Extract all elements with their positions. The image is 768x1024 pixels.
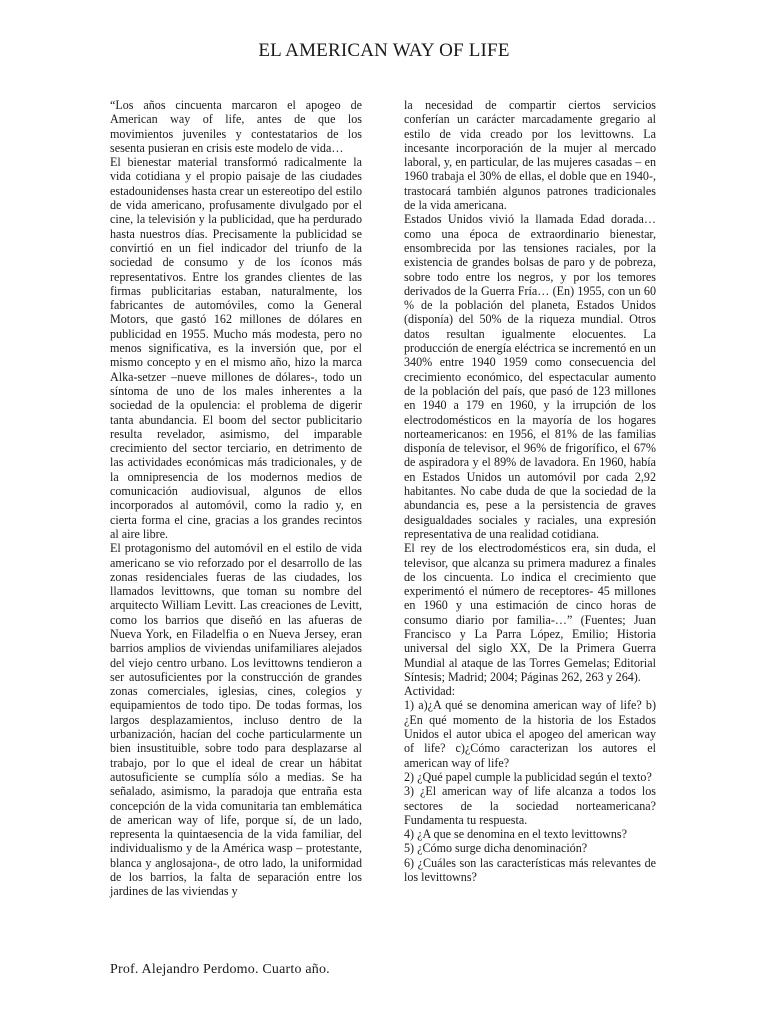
activity-question: 6) ¿Cuáles son las características más relevantes de los levittowns? [404, 855, 656, 885]
activity-question: 4) ¿A que se denomina en el texto levittowns? [404, 827, 628, 842]
paragraph: El bienestar material transformó radicalmente la vida cotidiana y el propio paisaje de las ciudades estadounidenses hasta crear un estereotipo del estilo de vida americano, profusamente divulgado por el cine, la televisión y la publicidad, que ha perdurado hasta nuestros días. Precisamente la publicidad se convirtió en un fiel indicador del triunfo de la sociedad de consumo y de los íconos más representativos. Entre los grandes clientes de las firmas publicitarias estaban, naturalmente, los fabricantes de automóviles, como la General Motors, que gastó 162 millones de dólares en publicidad en 1955. Mucho más modesta, pero no menos significativa, es la inversión que, por el mismo concepto y en el mismo año, hizo la marca Alka-setzer –nueve millones de dólares-, todo un síntoma de uno de los males inherentes a la sociedad de la opulencia: el problema de digerir tanta abundancia. El boom del sector publicitario resulta revelador, asimismo, del imparable crecimiento del sector terciario, en detrimento de las actividades económicas más tradicionales, y de la omnipresencia de los modernos medios de comunicación audiovisual, algunos de ellos incorporados al automóvil, como la radio y, en cierta forma el cine, gracias a los grandes recintos al aire libre. [110, 155, 362, 541]
left-column [110, 98, 362, 899]
right-column [404, 98, 656, 884]
activity-question: 5) ¿Cómo surge dicha denominación? [404, 841, 588, 856]
paragraph: El protagonismo del automóvil en el estilo de vida americano se vio reforzado por el desarrollo de las zonas residenciales fueras de las ciudades, los llamados levittowns, que toman su nombre del arquitecto William Levitt. Las creaciones de Levitt, como los barrios que diseñó en las afueras de Nueva York, en Filadelfia o en Nueva Jersey, eran barrios amplios de viviendas unifamiliares alejados del viejo centro urbano. Los levittowns tendieron a ser autosuficientes por la construcción de grandes zonas comerciales, iglesias, cines, colegios y equipamientos de todo tipo. De todas formas, los largos desplazamientos, incluso dentro de la urbanización, hacían del coche particularmente un bien insustituible, sobre todo para desplazarse al trabajo, por lo que el ideal de crear un hábitat autosuficiente se cumplía sólo a medias. Se ha señalado, asimismo, la paradoja que entraña esta concepción de la vida comunitaria tan emblemática de american way of life, porque sí, de un lado, representa la quintaesencia de la vida familiar, del individualismo y de la América wasp – protestante, blanca y anglosajona-, de otro lado, la uniformidad de los barrios, la falta de separación entre los jardines de las viviendas y [110, 541, 362, 899]
paragraph: Estados Unidos vivió la llamada Edad dorada… como una época de extraordinario bienestar, ensombrecida por las tensiones raciales, por la existencia de grandes bolsas de paro y de pobreza, sobre todo entre los negros, y por los temores derivados de la Guerra Fría… (En) 1955, con un 60 % de la población del planeta, Estados Unidos (disponía) del 50% de la riqueza mundial. Otros datos resultan igualmente elocuentes. La producción de energía eléctrica se incrementó en un 340% entre 1940 1959 como consecuencia del crecimiento económico, del espectacular aumento de la población del país, que pasó de 123 millones en 1940 a 179 en 1960, y la irrupción de los electrodomésticos en la mayoría de los hogares norteamericanos: en 1956, el 81% de las familias disponía de televisor, el 96% de frigorífico, el 67% de aspiradora y el 89% de lavadora. En 1960, había en Estados Unidos un automóvil por cada 2,92 habitantes. No cabe duda de que la sociedad de la abundancia es, pese a la persistencia de graves desigualdades sociales y raciales, una expresión representativa de una realidad cotidiana. [404, 212, 656, 541]
footer-author: Prof. Alejandro Perdomo. Cuarto año. [110, 962, 330, 977]
paragraph: “Los años cincuenta marcaron el apogeo de American way of life, antes de que los movimientos juveniles y contestatarios de los sesenta pusieran en crisis este modelo de vida… [110, 98, 362, 155]
activity-heading: Actividad: [404, 684, 456, 699]
activity-question: 1) a)¿A qué se denomina american way of life? b)¿En qué momento de la historia de los Estados Unidos el autor ubica el apogeo del american way of life? c)¿Cómo caracterizan los autores el american way of life? [404, 698, 656, 770]
activity-question: 2) ¿Qué papel cumple la publicidad según el texto? [404, 769, 652, 784]
paragraph: la necesidad de compartir ciertos servicios conferían un carácter marcadamente gregario al estilo de vida creado por los levittowns. La incesante incorporación de la mujer al mercado laboral, y, en particular, de las mujeres casadas – en 1960 trabaja el 30% de ellas, el doble que en 1940-, trastocará también algunos patrones tradicionales de la vida americana. [404, 98, 656, 213]
page-title: EL AMERICAN WAY OF LIFE [258, 40, 510, 61]
activity-question: 3) ¿El american way of life alcanza a todos los sectores de la sociedad norteamericana? Fundamenta tu respuesta. [404, 784, 656, 827]
paragraph: El rey de los electrodomésticos era, sin duda, el televisor, que alcanza su primera madurez a finales de los cincuenta. Lo indica el crecimiento que experimentó el número de receptores- 45 millones en 1960 y una estimación de cinco horas de consumo diario por familia-…” (Fuentes; Juan Francisco y La Parra López, Emilio; Historia universal del siglo XX, De la Primera Guerra Mundial al ataque de las Torres Gemelas; Editorial Síntesis; Madrid; 2004; Páginas 262, 263 y 264). [404, 541, 656, 684]
